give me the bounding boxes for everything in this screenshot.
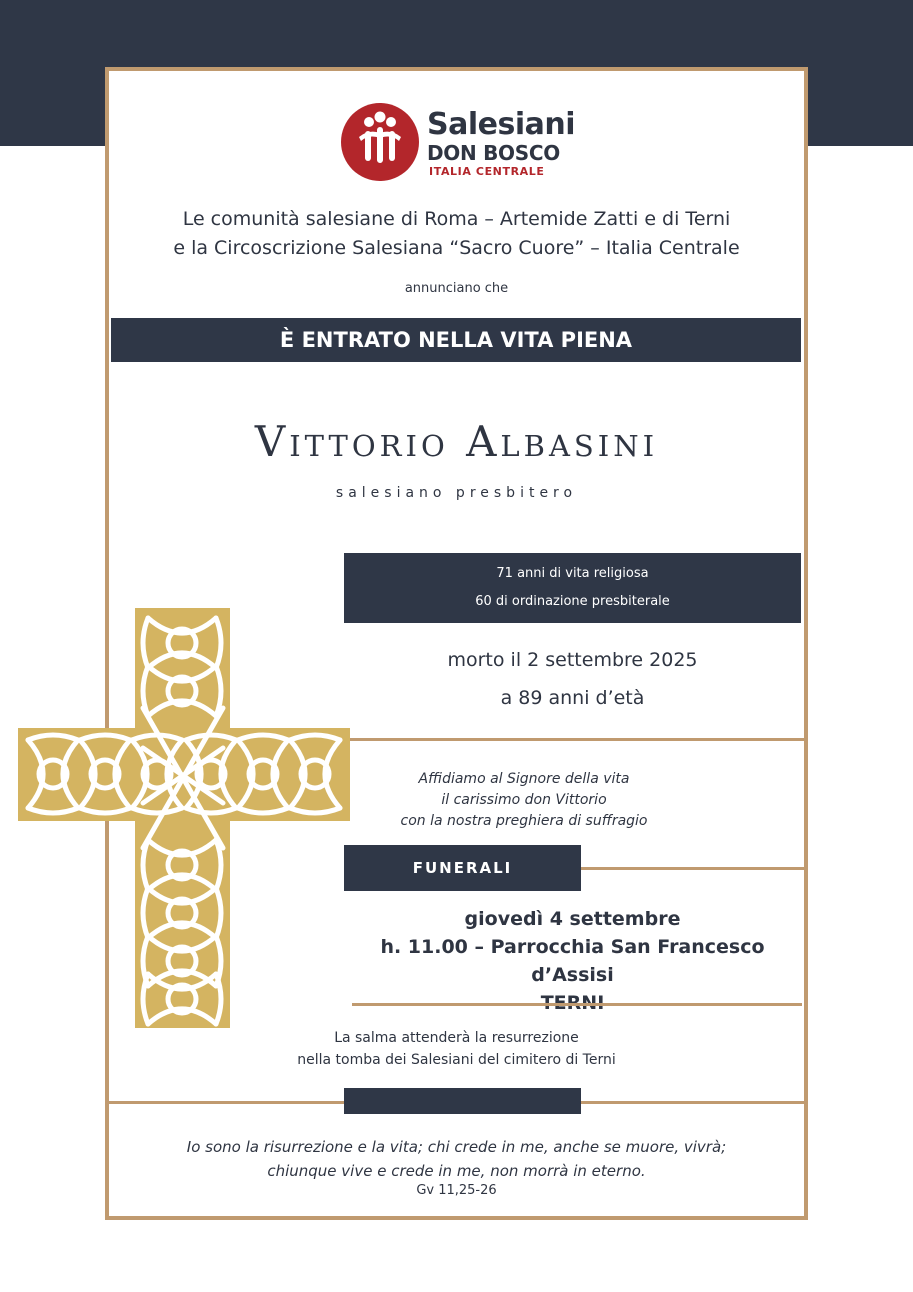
divider-line	[581, 867, 805, 870]
logo-title: Salesiani	[427, 107, 576, 142]
intro-text	[109, 205, 804, 263]
burial-line-2: nella tomba dei Salesiani del cimitero di Terni	[297, 1052, 616, 1068]
divider-line	[344, 738, 805, 741]
scripture-reference: Gv 11,25-26	[416, 1183, 497, 1198]
death-info	[344, 641, 801, 717]
funeral-place: h. 11.00 – Parrocchia San Francesco d’Assisi	[380, 936, 765, 986]
intro-line-2: e la Circoscrizione Salesiana “Sacro Cuore” – Italia Centrale	[173, 237, 740, 259]
scripture-quote	[109, 1135, 804, 1183]
burial-line-1: La salma attenderà la resurrezione	[334, 1030, 579, 1046]
quote-line-1: Io sono la risurrezione e la vita; chi crede in me, anche se muore, vivrà;	[186, 1138, 727, 1156]
entrust-text	[344, 769, 704, 832]
decorative-bar	[344, 1088, 581, 1114]
religious-life-box	[344, 553, 801, 623]
funeral-date: giovedì 4 settembre	[464, 908, 681, 930]
death-age: a 89 anni d’età	[500, 687, 645, 709]
entrust-line-1: Affidiamo al Signore della vita	[418, 771, 630, 787]
divider-line	[109, 1101, 344, 1104]
death-date: morto il 2 settembre 2025	[447, 649, 698, 671]
person-role: salesiano presbitero	[335, 485, 578, 501]
announce-text: annunciano che	[404, 281, 509, 296]
funeral-info	[344, 905, 801, 1017]
intro-line-1: Le comunità salesiane di Roma – Artemide Zatti e di Terni	[182, 208, 731, 230]
celtic-knot-cross-icon	[18, 608, 350, 1028]
divider-line	[581, 1101, 805, 1104]
religious-years: 71 anni di vita religiosa	[496, 566, 649, 581]
logo-region: ITALIA CENTRALE	[429, 165, 545, 178]
salesian-figures-icon	[341, 103, 419, 181]
funeral-label-bar: FUNERALI	[344, 845, 581, 891]
entrust-line-2: il carissimo don Vittorio	[441, 792, 607, 808]
entrust-line-3: con la nostra preghiera di suffragio	[400, 813, 648, 829]
ordination-years: 60 di ordinazione presbiterale	[475, 594, 670, 609]
headline-bar: È ENTRATO NELLA VITA PIENA	[111, 318, 801, 362]
burial-text	[109, 1027, 804, 1071]
quote-line-2: chiunque vive e crede in me, non morrà in eterno.	[267, 1162, 646, 1180]
divider-line	[352, 1003, 802, 1006]
person-name: Vittorio Albasini	[254, 417, 659, 466]
logo-subtitle: DON BOSCO	[427, 141, 560, 165]
